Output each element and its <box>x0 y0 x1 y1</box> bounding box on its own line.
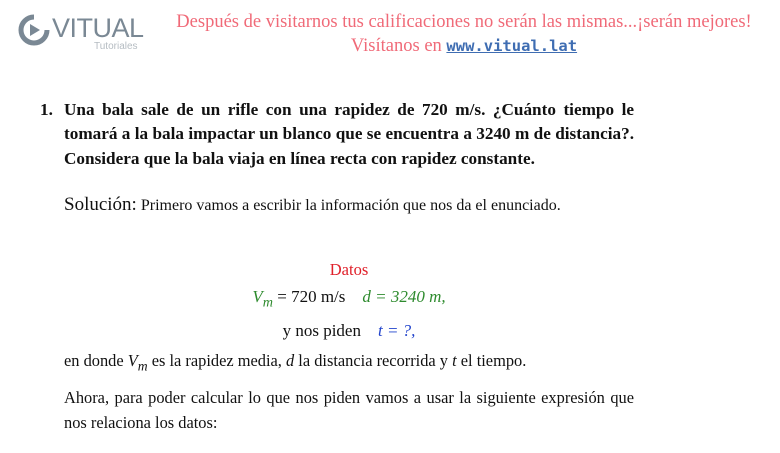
solution-intro-text: Primero vamos a escribir la información que nos da el enunciado. <box>140 197 561 215</box>
logo-wordmark: VITUAL <box>52 13 144 43</box>
vitual-logo[interactable] <box>18 10 143 54</box>
solution-intro <box>40 193 634 218</box>
given-data-formula <box>64 284 634 315</box>
logo-subtitle: Tutoriales <box>94 41 138 52</box>
problem-number: 1. <box>40 100 53 119</box>
solution-label: Solución: <box>64 194 137 216</box>
datos-heading: Datos <box>329 260 369 280</box>
vitual-logo-icon <box>18 14 50 46</box>
banner-line-1: Después de visitarnos tus calificaciones no serán las mismas...¡serán mejores! <box>176 12 752 32</box>
promo-banner <box>148 10 780 58</box>
banner-prefix: Visítanos en <box>350 36 442 56</box>
time-expression: t = ?, <box>377 320 416 340</box>
asked-prefix: y nos piden <box>282 320 361 340</box>
velocity-symbol: $V_m$ <box>252 287 273 311</box>
banner-line-2 <box>148 34 780 58</box>
velocity-value: = 720 m/s <box>272 287 346 307</box>
document-body <box>40 98 634 435</box>
problem-text: Una bala sale de un rifle con una rapidez de 720 m/s. ¿Cuánto tiempo le tomará a la bala impactar un blanco que se encuentra a 3240 m de distancia?. Considera que la bala viaja en línea recta con rapidez constante. <box>64 100 634 168</box>
problem-statement <box>40 98 634 171</box>
next-step-text: Ahora, para poder calcular lo que nos piden vamos a usar la siguiente expresión que nos relaciona los datos: <box>64 387 634 432</box>
asked-formula <box>64 318 634 344</box>
variables-description: en donde $V_m$ es la rapidez media, d la distancia recorrida y t el tiempo. <box>64 350 527 373</box>
website-link[interactable]: www.vitual.lat <box>446 37 578 55</box>
distance-expression: d = 3240 m, <box>362 287 446 307</box>
